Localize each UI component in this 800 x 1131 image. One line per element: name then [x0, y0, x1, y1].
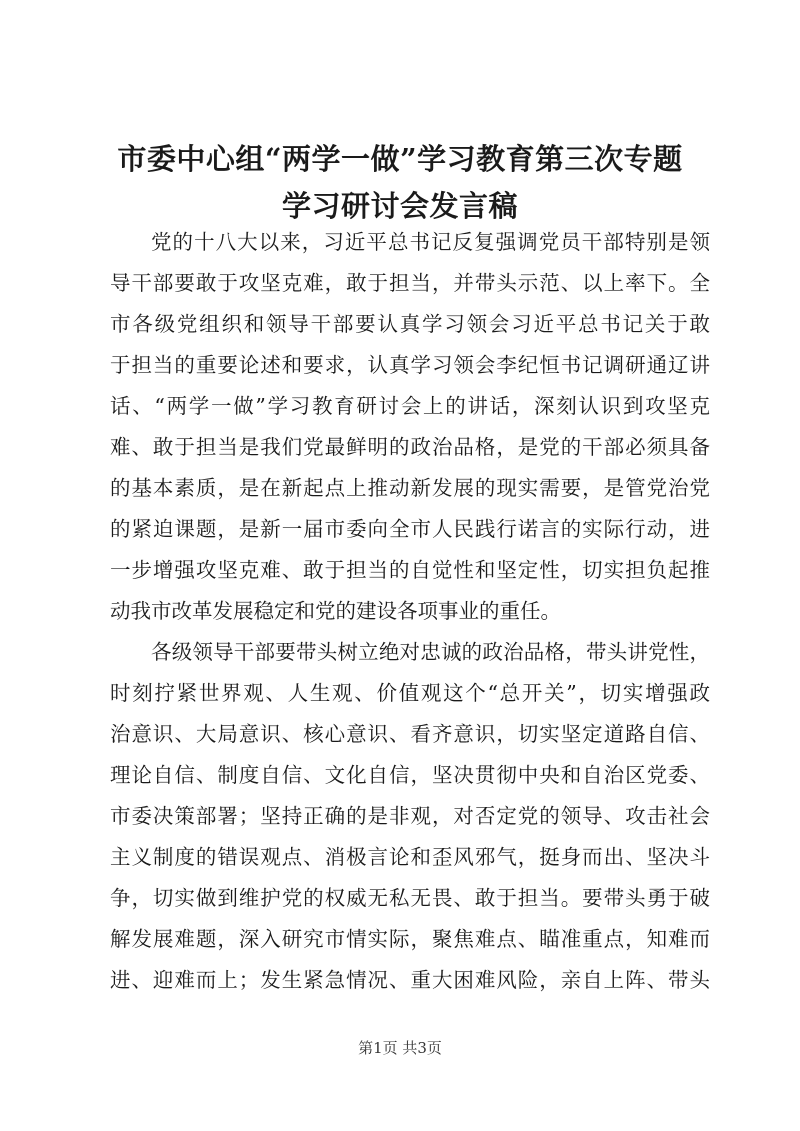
paragraph [110, 222, 710, 632]
text-line: 动我市改革发展稳定和党的建设各项事业的重任。 [110, 599, 561, 623]
text-line: 的基本素质，是在新起点上推动新发展的现实需要，是管党治党 [110, 476, 710, 500]
text-line: 解发展难题，深入研究市情实际，聚焦难点、瞄准重点，知难而 [110, 927, 710, 951]
paragraph [110, 632, 710, 1001]
text-line: 治意识、大局意识、核心意识、看齐意识，切实坚定道路自信、 [110, 722, 710, 746]
document-body [110, 222, 710, 1001]
text-line: 于担当的重要论述和要求，认真学习领会李纪恒书记调研通辽讲 [110, 353, 710, 377]
text-line: 难、敢于担当是我们党最鲜明的政治品格，是党的干部必须具备 [110, 435, 710, 459]
text-line: 导干部要敢于攻坚克难，敢于担当，并带头示范、以上率下。全 [110, 271, 710, 295]
title-line: 市委中心组“两学一做”学习教育第三次专题 [117, 142, 683, 176]
text-line: 争，切实做到维护党的权威无私无畏、敢于担当。要带头勇于破 [110, 886, 710, 910]
text-line: 的紧迫课题，是新一届市委向全市人民践行诺言的实际行动，进 [110, 517, 710, 541]
text-line: 话、“两学一做”学习教育研讨会上的讲话，深刻认识到攻坚克 [110, 394, 710, 418]
text-line: 一步增强攻坚克难、敢于担当的自觉性和坚定性，切实担负起推 [110, 558, 710, 582]
text-line: 理论自信、制度自信、文化自信，坚决贯彻中央和自治区党委、 [110, 763, 710, 787]
text-line: 市委决策部署；坚持正确的是非观，对否定党的领导、攻击社会 [110, 804, 710, 828]
text-line: 各级领导干部要带头树立绝对忠诚的政治品格，带头讲党性， [151, 640, 710, 664]
document-title [90, 136, 710, 230]
text-line: 市各级党组织和领导干部要认真学习领会习近平总书记关于敢 [110, 312, 710, 336]
text-line: 进、迎难而上；发生紧急情况、重大困难风险，亲自上阵、带头 [110, 968, 710, 992]
text-line: 主义制度的错误观点、消极言论和歪风邪气，挺身而出、坚决斗 [110, 845, 710, 869]
title-line: 学习研讨会发言稿 [281, 189, 518, 223]
text-line: 党的十八大以来，习近平总书记反复强调党员干部特别是领 [151, 230, 710, 254]
page-footer: 第1页 共3页 [358, 1039, 442, 1057]
text-line: 时刻拧紧世界观、人生观、价值观这个“总开关”，切实增强政 [110, 681, 710, 705]
